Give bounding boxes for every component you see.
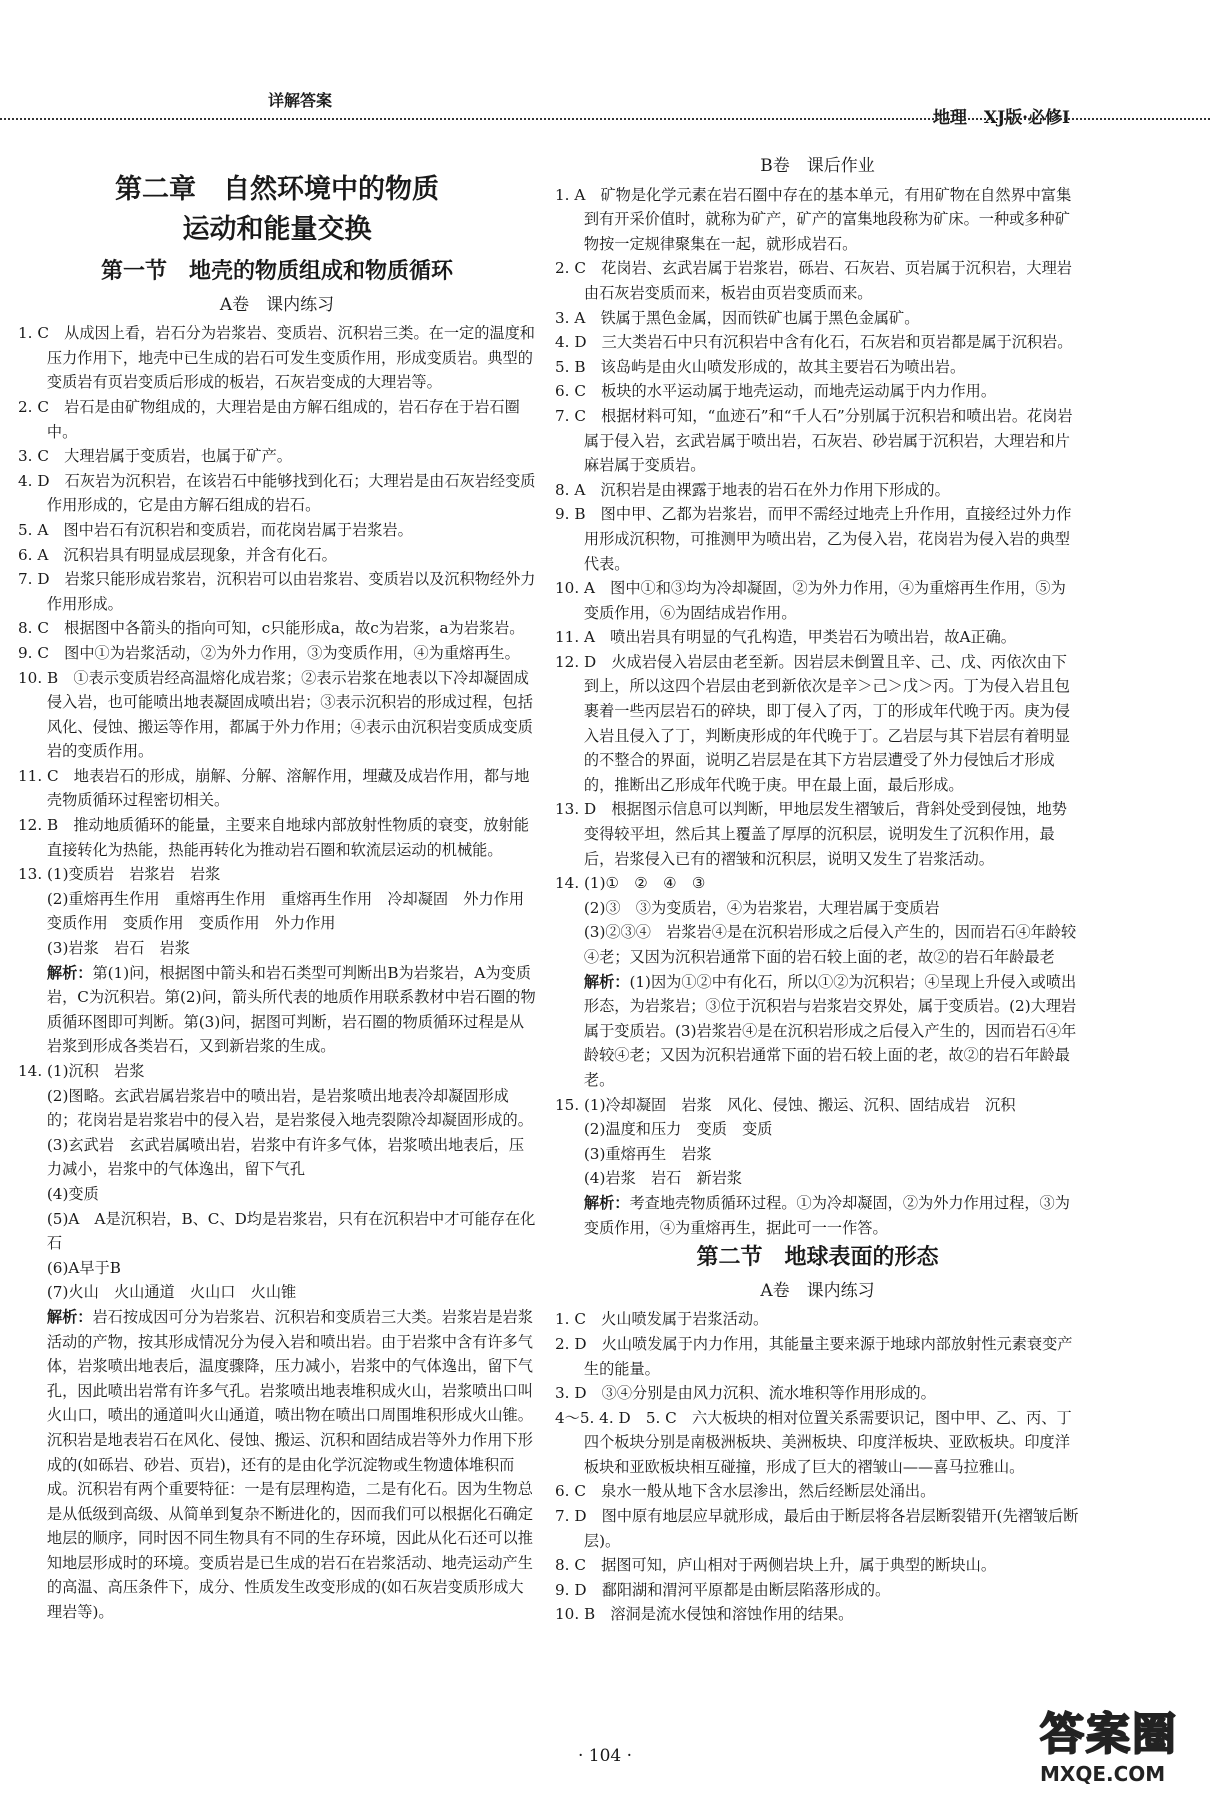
answer-subitem: (3)岩浆 岩石 岩浆 (46, 939, 190, 958)
answer-item: 13. (1)变质岩 岩浆岩 岩浆 (18, 865, 221, 884)
answer-item: 7. D 图中原有地层应早就形成，最后由于断层将各岩层断裂错开(先褶皱后断层)。 (555, 1507, 1079, 1550)
analysis (555, 970, 1080, 1093)
answer-item: 11. A 喷出岩具有明显的气孔构造，甲类岩石为喷出岩，故A正确。 (555, 628, 1016, 647)
chapter-title-line2: 运动和能量交换 (182, 214, 372, 245)
right-column (555, 150, 1080, 1627)
answer-item: 6. C 泉水一般从地下含水层渗出，然后经断层处涌出。 (555, 1482, 936, 1501)
section-title: 第二节 地球表面的形态 (696, 1245, 939, 1271)
answer-item: 10. B 溶洞是流水侵蚀和溶蚀作用的结果。 (555, 1605, 854, 1624)
answer-item: 12. D 火成岩侵入岩层由老至新。因岩层未倒置且辛、己、戊、丙依次由下到上，所以这四个岩层由老到新依次是辛＞己＞戊＞丙。丁为侵入岩且包裹着一些丙层岩石的碎块，即丁侵入了丙，丁的形成年代晚于丙。庚为侵入岩且侵入了丁，判断庚形成的年代晚于丁。乙岩层与其下岩层有着明显的不整合的界面，说明乙岩层是在其下方岩层遭受了外力侵蚀后才形成的，推断出乙形成年代晚于庚。甲在最上面，最后形成。 (555, 652, 1070, 794)
analysis-text: 岩石按成因可分为岩浆岩、沉积岩和变质岩三大类。岩浆岩是岩浆活动的产物，按其形成情况分为侵入岩和喷出岩。由于岩浆中含有许多气体，岩浆喷出地表后，温度骤降，压力减小，岩浆中的气体逸出，留下气孔，因此喷出岩常有许多气孔。岩浆喷出地表堆积成火山，岩浆喷出口叫火山口，喷出的通道叫火山通道，喷出物在喷出口周围堆积形成火山锥。沉积岩是地表岩石在风化、侵蚀、搬运、沉积和固结成岩等外力作用下形成的(如砾岩、砂岩、页岩)，还有的是由化学沉淀物或生物遗体堆积而成。沉积岩有两个重要特征：一是有层理构造，二是有化石。因为生物总是从低级到高级、从简单到复杂不断进化的，因而我们可以根据化石确定地层的顺序，同时因不同生物具有不同的生存环境，因此从化石还可以推知地层形成时的环境。变质岩是已生成的岩石在岩浆活动、地壳运动产生的高温、高压条件下，成分、性质发生改变形成的(如石灰岩变质形成大理岩等)。 (46, 1307, 533, 1622)
page-number: · 104 · (577, 1746, 633, 1766)
answer-subitem: (4)变质 (46, 1184, 99, 1203)
answer-item: 3. A 铁属于黑色金属，因而铁矿也属于黑色金属矿。 (555, 308, 920, 327)
answer-item: 2. D 火山喷发属于内力作用，其能量主要来源于地球内部放射性元素衰变产生的能量。 (555, 1334, 1073, 1378)
answer-item: 10. B ①表示变质岩经高温熔化成岩浆；②表示岩浆在地表以下冷却凝固成侵入岩，也可能喷出地表凝固成喷出岩；③表示沉积岩的形成过程，包括风化、侵蚀、搬运等作用，都属于外力作用；④表示由沉积岩变质成变质岩的变质作用。 (18, 668, 533, 761)
analysis-text: 第(1)问，根据图中箭头和岩石类型可判断出B为岩浆岩，A为变质岩，C为沉积岩。第(2)问，箭头所代表的地质作用联系教材中岩石圈的物质循环图即可判断。第(3)问，据图可判断，岩石圈的物质循环过程是从岩浆到形成各类岩石，又到新岩浆的生成。 (46, 963, 536, 1056)
answer-item: 14. (1)① ② ④ ③ (555, 874, 706, 893)
answer-item: 11. C 地表岩石的形成，崩解、分解、溶解作用，埋藏及成岩作用，都与地壳物质循环过程密切相关。 (18, 766, 530, 810)
answer-item: 4. D 石灰岩为沉积岩，在该岩石中能够找到化石；大理岩是由石灰岩经变质作用形成的，它是由方解石组成的岩石。 (18, 471, 536, 515)
answer-item: 12. B 推动地质循环的能量，主要来自地球内部放射性物质的衰变，放射能直接转化为热能，热能再转化为推动岩石圈和软流层运动的机械能。 (18, 816, 529, 859)
answer-item: 3. C 大理岩属于变质岩，也属于矿产。 (18, 447, 292, 466)
answer-item: 3. D ③④分别是由风力沉积、流水堆积等作用形成的。 (555, 1384, 936, 1403)
answer-item: 7. C 根据材料可知，“血迹石”和“千人石”分别属于沉积岩和喷出岩。花岗岩属于侵入岩，玄武岩属于喷出岩，石灰岩、砂岩属于沉积岩，大理岩和片麻岩属于变质岩。 (555, 406, 1073, 475)
answer-item: 2. C 花岗岩、玄武岩属于岩浆岩，砾岩、石灰岩、页岩属于沉积岩，大理岩由石灰岩变质而来，板岩由页岩变质而来。 (555, 259, 1072, 302)
analysis (555, 1191, 1080, 1240)
answer-item: 9. C 图中①为岩浆活动，②为外力作用，③为变质作用，④为重熔再生。 (18, 643, 520, 662)
subsection-title: A卷 课内练习 (760, 1280, 875, 1301)
answer-item: 6. A 沉积岩具有明显成层现象，并含有化石。 (18, 545, 337, 564)
subsection-title: B卷 课后作业 (760, 156, 875, 176)
answer-subitem: (3)重熔再生 岩浆 (583, 1144, 712, 1163)
answer-item: 9. B 图中甲、乙都为岩浆岩，而甲不需经过地壳上升作用，直接经过外力作用形成沉积物，可推测甲为喷出岩，乙为侵入岩，花岗岩为侵入岩的典型代表。 (555, 505, 1072, 573)
analysis-label: 解析： (583, 972, 630, 991)
answer-item: 7. D 岩浆只能形成岩浆岩，沉积岩可以由岩浆岩、变质岩以及沉积物经外力作用形成。 (18, 570, 536, 613)
answer-subitem: (4)岩浆 岩石 新岩浆 (583, 1169, 743, 1188)
answer-item: 9. D 鄱阳湖和渭河平原都是由断层陷落形成的。 (555, 1580, 891, 1599)
subsection-title: A卷 课内练习 (219, 294, 335, 315)
analysis-label: 解析： (583, 1193, 630, 1212)
analysis (18, 961, 536, 1059)
section-title: 第一节 地壳的物质组成和物质循环 (100, 259, 453, 284)
answer-item: 4. D 三大类岩石中只有沉积岩中含有化石，石灰岩和页岩都是属于沉积岩。 (555, 333, 1073, 352)
answer-item: 5. A 图中岩石有沉积岩和变质岩，而花岗岩属于岩浆岩。 (18, 520, 413, 539)
analysis-text: (1)因为①②中有化石，所以①②为沉积岩；④呈现上升侵入或喷出形态，为岩浆岩；③位于沉积岩与岩浆岩交界处，属于变质岩。(2)大理岩属于变质岩。(3)岩浆岩④是在沉积岩形成之后侵入产生的，因而岩石④年龄较④老；又因为沉积岩通常下面的岩石较上面的老，故②的岩石年龄最老。 (583, 972, 1077, 1089)
answer-item: 8. C 根据图中各箭头的指向可知，c只能形成a，故c为岩浆，a为岩浆岩。 (18, 619, 525, 638)
answer-subitem: (6)A早于B (46, 1258, 121, 1277)
answer-item: 8. C 据图可知，庐山相对于两侧岩块上升，属于典型的断块山。 (555, 1556, 997, 1575)
analysis-label: 解析： (46, 1307, 93, 1326)
watermark-url: MXQE.COM (1040, 1762, 1166, 1786)
answer-subitem: (2)③ ③为变质岩，④为岩浆岩，大理岩属于变质岩 (583, 898, 940, 917)
answer-item: 1. C 火山喷发属于岩浆活动。 (555, 1310, 769, 1329)
answer-subitem: (2)温度和压力 变质 变质 (583, 1120, 773, 1139)
answer-subitem: (5)A A是沉积岩，B、C、D均是岩浆岩，只有在沉积岩中才可能存在化石 (46, 1209, 536, 1253)
header-divider (0, 118, 1210, 120)
answer-item: 5. B 该岛屿是由火山喷发形成的，故其主要岩石为喷出岩。 (555, 357, 966, 376)
watermark-text: 答案圈 (1040, 1709, 1178, 1760)
analysis (18, 1305, 536, 1625)
answer-subitem: (7)火山 火山通道 火山口 火山锥 (46, 1283, 297, 1302)
answer-item: 10. A 图中①和③均为冷却凝固，②为外力作用，④为重熔再生作用，⑤为变质作用，⑥为固结成岩作用。 (555, 579, 1066, 622)
chapter-title (18, 170, 536, 250)
answer-item: 1. A 矿物是化学元素在岩石圈中存在的基本单元，有用矿物在自然界中富集到有开采价值时，就称为矿产，矿产的富集地段称为矿床。一种或多种矿物按一定规律聚集在一起，就形成岩石。 (555, 185, 1072, 253)
answer-item: 2. C 岩石是由矿物组成的，大理岩是由方解石组成的，岩石存在于岩石圈中。 (18, 397, 520, 441)
chapter-title-line1: 第二章 自然环境中的物质 (115, 174, 439, 205)
analysis-text: 考查地壳物质循环过程。①为冷却凝固，②为外力作用过程，③为变质作用，④为重熔再生，据此可一一作答。 (583, 1193, 1070, 1237)
answer-subitem: (3)②③④ 岩浆岩④是在沉积岩形成之后侵入产生的，因而岩石④年龄较④老；又因为沉积岩通常下面的岩石较上面的老，故②的岩石年龄最老 (583, 923, 1077, 966)
header-right: 地理 XJ版·必修Ⅰ (932, 108, 1070, 128)
header-left: 详解答案 (268, 91, 333, 110)
answer-subitem: (2)重熔再生作用 重熔再生作用 重熔再生作用 冷却凝固 外力作用 变质作用 变质作用 变质作用 外力作用 (46, 889, 540, 933)
answer-item: 13. D 根据图示信息可以判断，甲地层发生褶皱后，背斜处受到侵蚀，地势变得较平坦，然后其上覆盖了厚厚的沉积层，说明发生了沉积作用，最后，岩浆侵入已有的褶皱和沉积层，说明又发生了岩浆活动。 (555, 800, 1067, 868)
analysis-label: 解析： (46, 963, 93, 982)
answer-item: 15. (1)冷却凝固 岩浆 风化、侵蚀、搬运、沉积、固结成岩 沉积 (555, 1095, 1016, 1114)
answer-item: 8. A 沉积岩是由裸露于地表的岩石在外力作用下形成的。 (555, 480, 950, 499)
answer-item: 14. (1)沉积 岩浆 (18, 1062, 145, 1080)
answer-item: 1. C 从成因上看，岩石分为岩浆岩、变质岩、沉积岩三类。在一定的温度和压力作用下，地壳中已生成的岩石可发生变质作用，形成变质岩。典型的变质岩有页岩变质后形成的板岩，石灰岩变成的大理岩等。 (18, 324, 535, 392)
watermark-logo (1040, 1698, 1190, 1784)
left-column (18, 150, 540, 1625)
answer-item: 4～5. 4. D 5. C 六大板块的相对位置关系需要识记，图中甲、乙、丙、丁四个板块分别是南极洲板块、美洲板块、印度洋板块、亚欧板块。印度洋板块和亚欧板块相互碰撞，形成了巨大的褶皱山——喜马拉雅山。 (555, 1408, 1072, 1476)
answer-subitem: (2)图略。玄武岩属岩浆岩中的喷出岩，是岩浆喷出地表冷却凝固形成的；花岗岩是岩浆岩中的侵入岩，是岩浆侵入地壳裂隙冷却凝固形成的。 (46, 1086, 533, 1130)
answer-subitem: (3)玄武岩 玄武岩属喷出岩，岩浆中有许多气体，岩浆喷出地表后，压力减小，岩浆中的气体逸出，留下气孔 (46, 1135, 525, 1179)
answer-item: 6. C 板块的水平运动属于地壳运动，而地壳运动属于内力作用。 (555, 382, 997, 401)
